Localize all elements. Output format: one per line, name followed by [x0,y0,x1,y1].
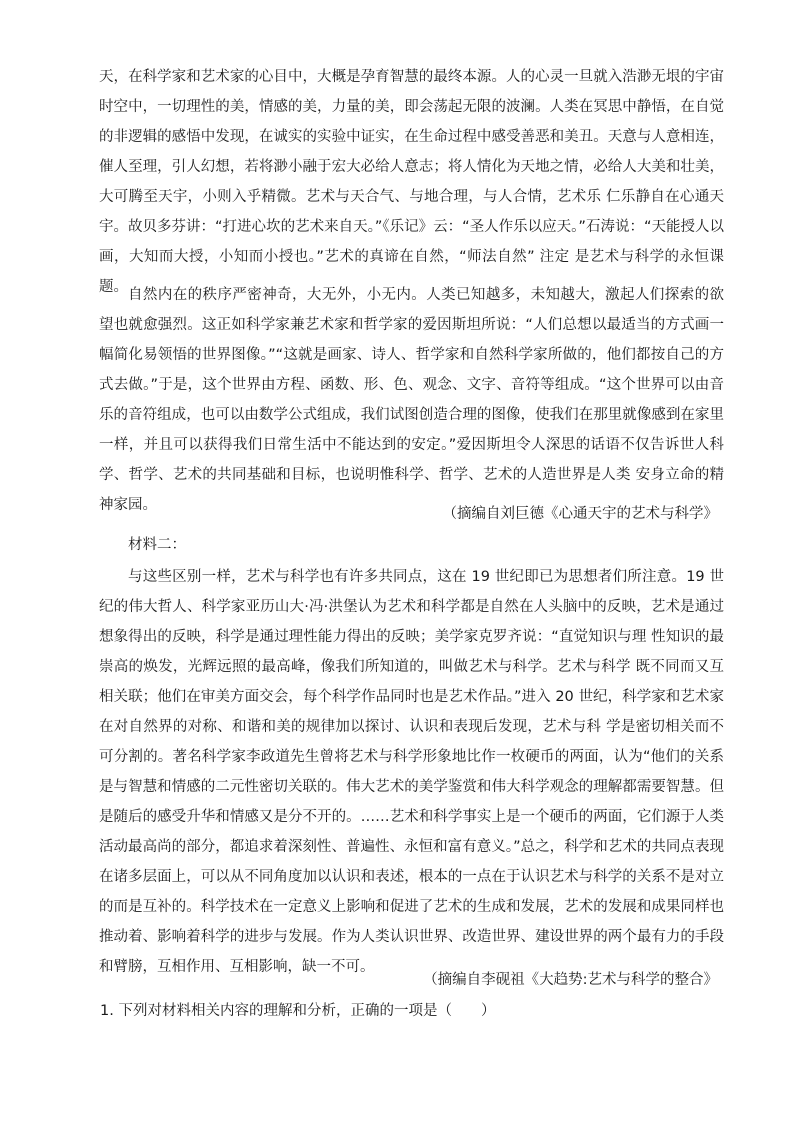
paragraph-heaven-source: 天，在科学家和艺术家的心目中，大概是孕育智慧的最终本源。人的心灵一旦就入浩渺无垠的宇宙时空中，一切理性的美，情感的美，力量的美，即会荡起无限的波澜。人类在冥思中静悟，在自觉的非逻辑的感悟中发现，在诚实的实验中证实，在生命过程中感受善恶和美丑。天意与人意相连，催人至理，引人幻想，若将渺小融于宏大必给人意志；将人情化为天地之情，必给人大美和壮美，大可腾至天宇，小则入乎精微。艺术与天合气、与地合理，与人合情，艺术乐 仁乐静自在心通天宇。故贝多芬讲：“打进心坎的艺术来自天。”《乐记》云：“圣人作乐以应天。”石涛说：“天能授人以画，大知而大授，小知而小授也。”艺术的真谛在自然，“师法自然” 注定 是艺术与科学的永恒课题。 [99,69,724,295]
question-1: 1. 下列对材料相关内容的理解和分析，正确的一项是（ ） [100,1003,496,1019]
source-citation-2: （摘编自李砚祖《大趋势:艺术与科学的整合》 [423,972,718,988]
source-citation-1: （摘编自刘巨德《心通天宇的艺术与科学》 [442,506,718,522]
paragraph-common-ground: 与这些区别一样，艺术与科学也有许多共同点，这在 19 世纪即已为思想者们所注意。19 世纪的伟大哲人、科学家亚历山大·冯·洪堡认为艺术和科学都是自然在人头脑中的反映，艺术是通过想象得出的反映，科学是通过理性能力得出的反映；美学家克罗齐说：“直觉知识与理 性知识的最崇高的焕发，光辉远照的最高峰，像我们所知道的，叫做艺术与科学。艺术与科学 既不同而又互相关联；他们在审美方面交会，每个科学作品同时也是艺术作品。”进入 20 世纪，科学家和艺术家在对自然界的对称、和谐和美的规律加以探讨、认识和表现后发现，艺术与科 学是密切相关而不可分割的。著名科学家李政道先生曾将艺术与科学形象地比作一枚硬币的两面，认为“他们的关系是与智慧和情感的二元性密切关联的。伟大艺术的美学鉴赏和伟大科学观念的理解都需要智慧。但是随后的感受升华和情感又是分不开的。……艺术和科学事实上是一个硬币的两面，它们源于人类活动最高尚的部分，都追求着深刻性、普遍性、永恒和富有意义。”总之，科学和艺术的共同点表现在诸多层面上，可以从不同角度加以认识和表述，根本的一点在于认识艺术与科学的关系不是对立的而是互补的。科学技术在一定意义上影响和促进了艺术的生成和发展，艺术的发展和成果同样也推动着、影响着科学的进步与发展。作为人类认识世界、改造世界、建设世界的两个最有力的手段和臂膀，互相作用、互相影响，缺一不可。 [99,569,724,975]
paragraph-natural-order: 自然内在的秩序严密神奇，大无外，小无内。人类已知越多，未知越大，激起人们探索的欲 望也就愈强烈。这正如科学家兼艺术家和哲学家的爱因斯坦所说：“人们总想以最适当的方式画一幅简化易领悟的世界图像。”“这就是画家、诗人、哲学家和自然科学家所做的，他们都按自己的方式去做。”于是，这个世界由方程、函数、形、色、观念、文字、音符等组成。“这个世界可以由音乐的音符组成，也可以由数学公式组成，我们试图创造合理的图像，使我们在那里就像感到在家里一样，并且可以获得我们日常生活中不能达到的安定。”爱因斯坦令人深思的话语不仅告诉世人科学、哲学、艺术的共同基础和目标，也说明惟科学、哲学、艺术的人造世界是人类 安身立命的精神家园。 [99,287,724,513]
material-two-label: 材料二： [128,537,186,553]
